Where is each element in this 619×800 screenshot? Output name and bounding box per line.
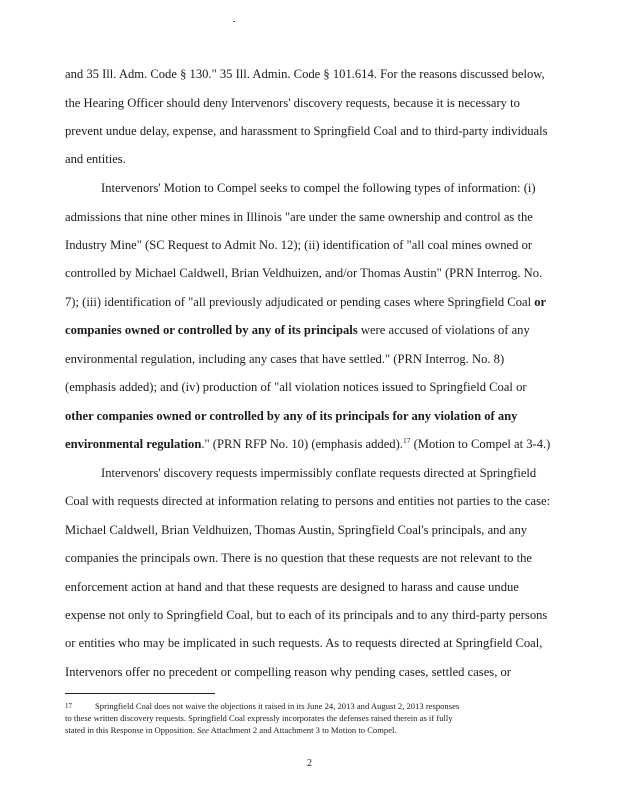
body-line: Michael Caldwell, Brian Veldhuizen, Thomas Austin, Springfield Coal's principals, and any [65,523,528,537]
footnote-text: Springfield Coal does not waive the objections it raised in its June 24, 2013 and August 2, 2013 responses [95,701,460,711]
body-line: (emphasis added); and (iv) production of "all violation notices issued to Springfield Coal or [65,380,527,394]
body-line: controlled by Michael Caldwell, Brian Veldhuizen, and/or Thomas Austin" (PRN Interrog. No. [65,266,543,280]
body-text: ." (PRN RFP No. 10) (emphasis added). [201,437,403,451]
body-line: environmental regulation, including any cases that have settled." (PRN Interrog. No. 8) [65,352,505,366]
footnote-separator [65,693,215,694]
body-text: 7); (iii) identification of "all previously adjudicated or pending cases where Springfield Coal [65,295,535,309]
body-line: Intervenors offer no precedent or compelling reason why pending cases, settled cases, or [65,665,511,679]
scan-mark [233,21,235,22]
footnote-line [65,701,459,711]
footnote-text: Attachment 2 and Attachment 3 to Motion to Compel. [208,725,397,735]
footnote-line: to these written discovery requests. Springfield Coal expressly incorporates the defenses raised therein as if fully [65,713,453,723]
body-line: and 35 Ill. Adm. Code § 130." 35 Ill. Admin. Code § 101.614. For the reasons discussed below, [65,67,545,81]
body-line [65,323,530,337]
body-line: other companies owned or controlled by any of its principals for any violation of any [65,409,518,423]
body-line: enforcement action at hand and that these requests are designed to harass and cause undue [65,580,519,594]
emphasis-text: or [534,295,547,309]
body-line: Intervenors' discovery requests impermissibly conflate requests directed at Springfield [101,466,537,480]
body-line: expense not only to Springfield Coal, but to each of its principals and to any third-party persons [65,608,548,622]
body-line: the Hearing Officer should deny Intervenors' discovery requests, because it is necessary to [65,96,520,110]
body-line: Intervenors' Motion to Compel seeks to compel the following types of information: (i) [101,181,536,195]
emphasis-text: companies owned or controlled by any of its principals [65,323,358,337]
body-line: companies the principals own. There is no question that these requests are not relevant to the [65,551,533,565]
body-line: and entities. [65,152,126,166]
footnote-mark: 17 [65,702,72,710]
footnote-line [65,725,397,735]
emphasis-text: environmental regulation [65,437,202,451]
body-line [65,437,550,451]
body-line: admissions that nine other mines in Illinois "are under the same ownership and control as the [65,210,533,224]
body-line: prevent undue delay, expense, and harassment to Springfield Coal and to third-party individuals [65,124,548,138]
body-line: Industry Mine" (SC Request to Admit No. 12); (ii) identification of "all coal mines owned or [65,238,533,252]
body-text: were accused of violations of any [357,323,530,337]
body-line: or entities who may be implicated in such requests. As to requests directed at Springfield Coal, [65,636,543,650]
footnote-signal: See [197,725,209,735]
footnote-reference: 17 [402,435,411,445]
footnote-text: stated in this Response in Opposition. [65,725,198,735]
page-number: 2 [307,758,312,769]
body-text: (Motion to Compel at 3-4.) [410,437,551,451]
body-line [65,295,546,309]
body-line: Coal with requests directed at information relating to persons and entities not parties to the case: [65,494,551,508]
